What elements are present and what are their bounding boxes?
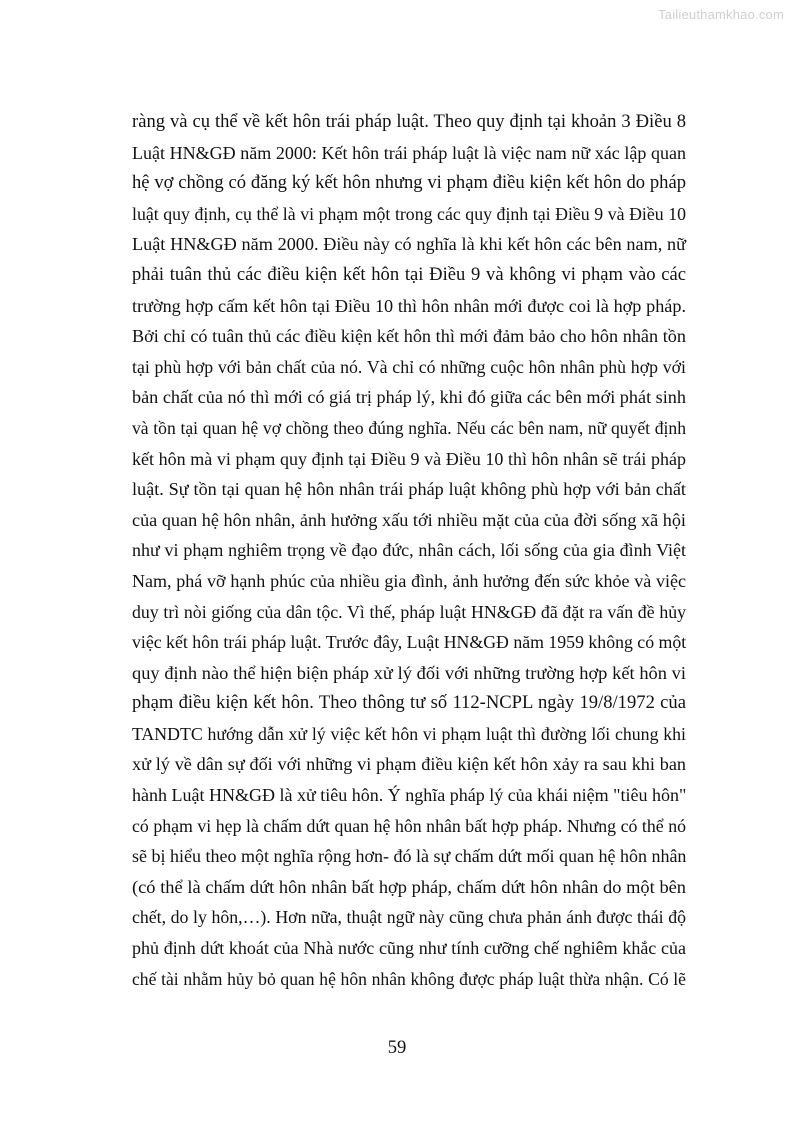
text-line: quy định nào thể hiện biện pháp xử lý đối với những trường hợp kết hôn vi [132, 662, 686, 683]
page-number: 59 [387, 1037, 407, 1058]
text-line: Luật HN&GĐ năm 2000: Kết hôn trái pháp luật là việc nam nữ xác lập quan [132, 142, 686, 163]
text-line: luật. Sự tồn tại quan hệ hôn nhân trái pháp luật không phù hợp với bản chất [132, 479, 686, 500]
text-line: của quan hệ hôn nhân, ảnh hưởng xấu tới nhiều mặt của của đời sống xã hội [132, 509, 686, 530]
text-line: có phạm vi hẹp là chấm dứt quan hệ hôn nhân bất hợp pháp. Nhưng có thể nó [132, 815, 686, 836]
text-line: phủ định dứt khoát của Nhà nước cũng như tính cưỡng chế nghiêm khắc của [132, 938, 686, 959]
text-line: bản chất của nó thì mới có giá trị pháp lý, khi đó giữa các bên mới phát sinh [132, 387, 686, 408]
text-line: xử lý về dân sự đối với những vi phạm điều kiện kết hôn xảy ra sau khi ban [132, 754, 686, 775]
text-line: Nam, phá vỡ hạnh phúc của nhiều gia đình, ảnh hưởng đến sức khỏe và việc [132, 570, 686, 591]
text-line: việc kết hôn trái pháp luật. Trước đây, Luật HN&GĐ năm 1959 không có một [132, 632, 687, 653]
text-line: trường hợp cấm kết hôn tại Điều 10 thì hôn nhân mới được coi là hợp pháp. [132, 295, 686, 316]
text-line: và tồn tại quan hệ vợ chồng theo đúng nghĩa. Nếu các bên nam, nữ quyết định [132, 417, 686, 438]
text-line: kết hôn mà vi phạm quy định tại Điều 9 và Điều 10 thì hôn nhân sẽ trái pháp [132, 448, 686, 469]
text-line: chết, do ly hôn,…). Hơn nữa, thuật ngữ này cũng chưa phản ánh được thái độ [132, 907, 686, 928]
text-line: như vi phạm nghiêm trọng về đạo đức, nhân cách, lối sống của gia đình Việt [132, 540, 686, 561]
text-line: Luật HN&GĐ năm 2000. Điều này có nghĩa là khi kết hôn các bên nam, nữ [132, 234, 686, 255]
text-line: TANDTC hướng dẫn xử lý việc kết hôn vi phạm luật thì đường lối chung khi [132, 723, 686, 744]
text-line: chế tài nhằm hủy bỏ quan hệ hôn nhân không được pháp luật thừa nhận. Có lẽ [132, 968, 686, 989]
text-line: phạm điều kiện kết hôn. Theo thông tư số 112-NCPL ngày 19/8/1972 của [132, 692, 686, 714]
text-line: phải tuân thủ các điều kiện kết hôn tại Điều 9 và không vi phạm vào các [132, 263, 686, 285]
watermark-text: Tailieuthamkhao.com [658, 7, 784, 22]
text-line: sẽ bị hiểu theo một nghĩa rộng hơn- đó là sự chấm dứt mối quan hệ hôn nhân [132, 846, 687, 867]
text-line: hệ vợ chồng có đăng ký kết hôn nhưng vi phạm điều kiện kết hôn do pháp [132, 172, 686, 194]
text-line: hành Luật HN&GĐ là xử tiêu hôn. Ý nghĩa pháp lý của khái niệm "tiêu hôn" [132, 785, 687, 806]
text-line: tại phù hợp với bản chất của nó. Và chỉ có những cuộc hôn nhân phù hợp với [132, 356, 686, 377]
text-line: duy trì nòi giống của dân tộc. Vì thế, pháp luật HN&GĐ đã đặt ra vấn đề hủy [132, 601, 686, 622]
text-line: luật quy định, cụ thể là vi phạm một trong các quy định tại Điều 9 và Điều 10 [132, 203, 686, 224]
text-line: ràng và cụ thể về kết hôn trái pháp luật. Theo quy định tại khoản 3 Điều 8 [132, 111, 686, 132]
document-body [132, 107, 686, 994]
text-line: Bởi chỉ có tuân thủ các điều kiện kết hôn thì mới đảm bảo cho hôn nhân tồn [132, 326, 686, 347]
text-line: (có thể là chấm dứt hôn nhân bất hợp pháp, chấm dứt hôn nhân do một bên [132, 876, 686, 897]
